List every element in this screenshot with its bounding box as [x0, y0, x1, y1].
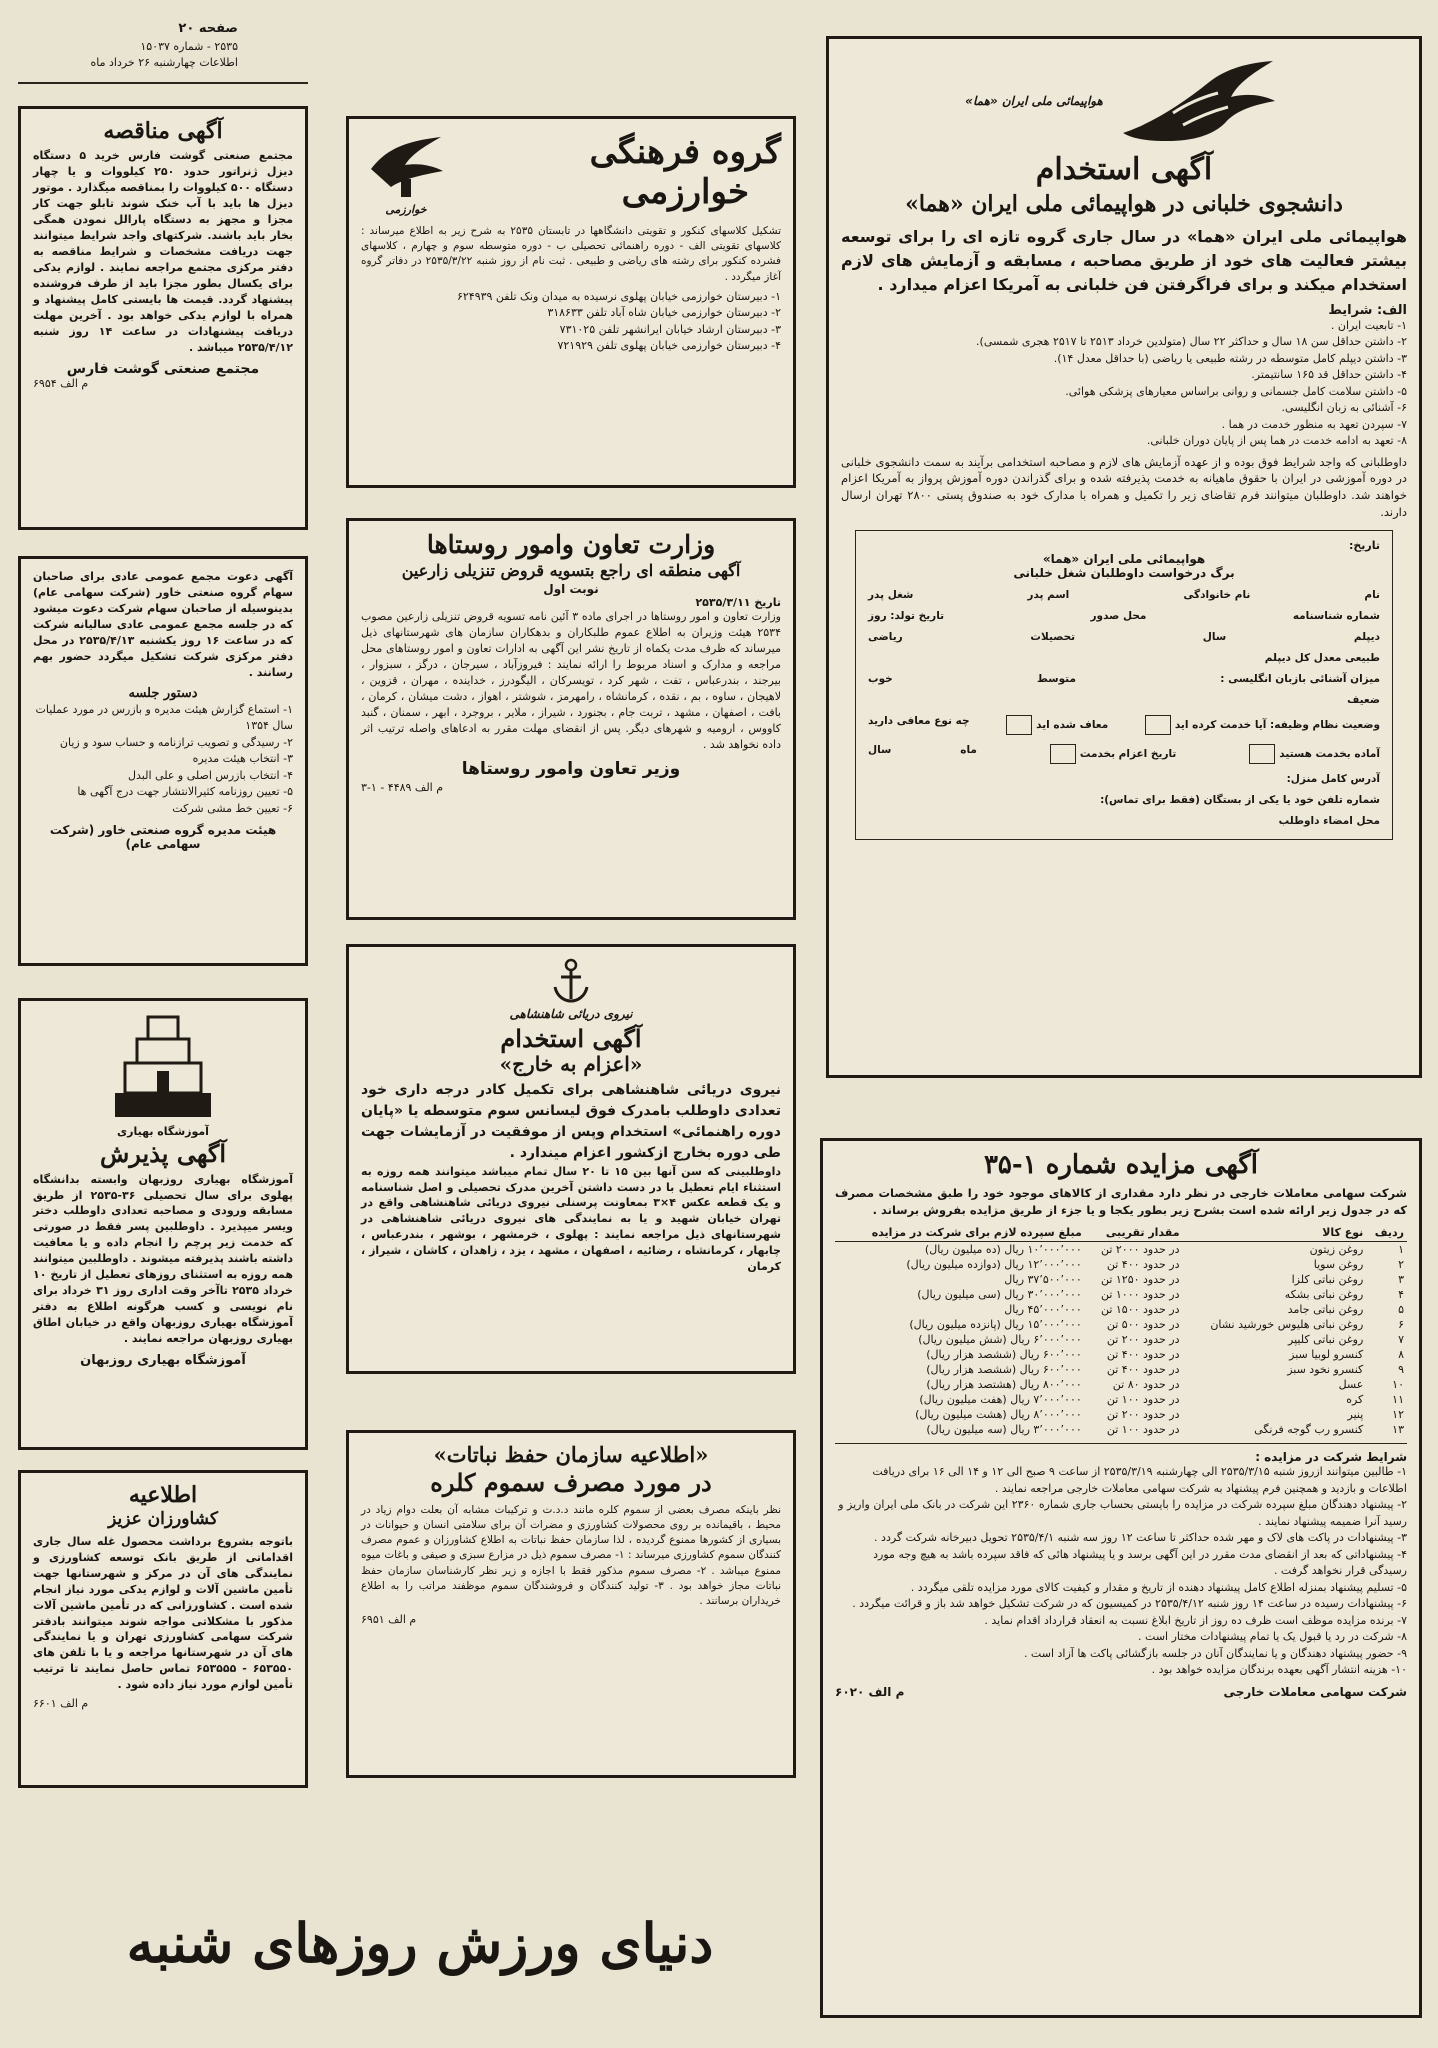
khavar-sign: هیئت مدیره گروه صنعتی خاور (شرکت سهامی عام): [49, 823, 277, 851]
khavar-agenda-head: دستور جلسه: [128, 685, 198, 701]
form-row: [868, 589, 1380, 601]
auction-term: ۴- پیشنهاداتی که بعد از انقضای مدت مقرر در این آگهی برسد و یا پیشنهاد هائی که فاقد سپرده باشد به هیچ وجه مورد رسیدگی قرار نخواهد گرفت .: [873, 1547, 1407, 1578]
table-cell: عسل: [1338, 1378, 1364, 1392]
form-label: طبیعی معدل کل دیپلم: [1264, 652, 1380, 665]
table-row: [835, 1242, 1407, 1258]
auction-intro: شرکت سهامی معاملات خارجی در نظر دارد مقداری از کالاهای موجود خود را طبق مشخصات مصرف که در جدول زیر ارائه شده است بشرح زیر بطور یکجا و یا جزء از طریق مزایده بفروش برساند .: [835, 1185, 1407, 1217]
auction-term: ۳- پیشنهادات در پاکت های لاک و مهر شده حداکثر تا ساعت ۱۲ روز سه شنبه ۲۵۳۵/۴/۱ تحویل دبیرخانه شرکت گردد .: [874, 1531, 1407, 1545]
homa-subtitle: دانشجوی خلبانی در هواپیمائی ملی ایران «هما»: [905, 190, 1343, 217]
table-cell: ۹: [1398, 1363, 1404, 1377]
notice-greeting: کشاورزان عزیز: [108, 1509, 218, 1530]
agenda-item: ۱- استماع گزارش هیئت مدیره و بازرس در مورد عملیات سال ۱۳۵۴: [35, 702, 293, 732]
form-label: شغل پدر: [868, 589, 914, 602]
kharazmi-ad: [346, 116, 796, 488]
table-cell: ۶۰۰٬۰۰۰ ریال (ششصد هزار ریال): [926, 1363, 1082, 1377]
behbahan-logo-text: آموزشگاه بهیاری: [117, 1125, 209, 1138]
kharazmi-title-2: خوارزمی: [621, 171, 750, 212]
page-header: [18, 20, 238, 71]
homa-title: آگهی استخدام: [1035, 152, 1213, 187]
auction-term: ۷- برنده مزایده موظف است ظرف ده روز از تاریخ ابلاغ نسبت به انعقاد قرارداد اقدام نماید .: [984, 1613, 1407, 1627]
behbahan-sign: آموزشگاه بهیاری روزبهان: [80, 1352, 246, 1368]
homa-condition: ۵- داشتن سلامت کامل جسمانی و روانی براساس معیارهای پزشکی هوائی.: [1065, 384, 1407, 398]
form-label: محل امضاء داوطلب: [1278, 815, 1380, 828]
tender-title: آگهی مناقصه: [103, 118, 223, 144]
form-row: [868, 715, 1380, 735]
kharazmi-logo-icon: [361, 129, 451, 199]
form-row: [868, 694, 1380, 706]
form-label: میزان آشنائی بازبان انگلیسی :: [1220, 673, 1380, 686]
navy-body: داوطلبینی که سن آنها بین ۱۵ تا ۲۰ سال تمام میباشد میتوانند همه روزه به استثناء ایام تعطیل با در دست داشتن آخرین مدرک تحصیلی و اصل شناسنامه و یک قطعه عکس ۴×۳ بمعاونت پرسنلی نیروی دریائی شاهنشاهی واقع در تهران خیابان شهید و یا به نمایندگی های نیروی دریائی شاهنشاهی در شهرستانهای ذیل مراجعه نمایند : پهلوی ، خرمشهر ، بوشهر ، بندرعباس ، چابهار ، کرمانشاه ، رضائیه ، اصفهان ، مشهد ، یزد ، زاهدان ، کاشان ، شیراز ، کرمان: [361, 1164, 782, 1274]
navy-title: آگهی استخدام: [500, 1024, 642, 1053]
homa-conditions-head: الف: شرایط: [1328, 302, 1407, 318]
table-cell: ۸٬۰۰۰٬۰۰۰ ریال (هشت میلیون ریال): [915, 1408, 1082, 1422]
kharazmi-addresses: [361, 289, 781, 355]
auction-term: ۵- تسلیم پیشنهاد بمنزله اطلاع کامل پیشنهاد دهنده از تاریخ و مقدار و کیفیت کالای مورد مزایده تلقی میگردد .: [910, 1580, 1407, 1594]
table-cell: ۲: [1398, 1258, 1404, 1272]
form-title: برگ درخواست داوطلبان شغل خلبانی: [1013, 566, 1235, 581]
auction-term: ۶- پیشنهادات رسیده در ساعت ۱۴ روز شنبه ۲۵۳۵/۴/۱۲ در کمیسیون که در شرکت تشکیل خواهد شد باز و قرائت میگردد .: [852, 1597, 1407, 1611]
auction-terms-head: شرایط شرکت در مزایده :: [1255, 1450, 1407, 1465]
agenda-item: ۶- تعیین خط مشی شرکت: [172, 801, 293, 815]
kharazmi-address: ۲- دبیرستان خوارزمی خیابان شاه آباد تلفن ۳۱۸۶۳۳: [547, 306, 781, 320]
homa-condition: ۱- تابعیت ایران .: [1330, 318, 1407, 332]
auction-term: ۱۰- هزینه انتشار آگهی بعهده برندگان مزایده خواهد بود .: [1151, 1663, 1407, 1677]
khavar-ad: [18, 556, 308, 966]
table-cell: در حدود ۱۵۰۰ تن: [1100, 1303, 1180, 1317]
table-cell: ۱۲٬۰۰۰٬۰۰۰ ریال (دوازده میلیون ریال): [906, 1258, 1082, 1272]
table-cell: کنسرو نخود سبز: [1287, 1363, 1364, 1377]
cooperation-sign: وزیر تعاون وامور روستاها: [461, 758, 681, 779]
cooperation-ad: [346, 518, 796, 920]
form-row: [868, 815, 1380, 827]
building-icon: [113, 1011, 213, 1121]
table-row: [835, 1287, 1407, 1302]
auction-table-body: [835, 1242, 1407, 1438]
form-label: متوسط: [1037, 673, 1076, 686]
sport-headline: دنیای ورزش روزهای شنبه: [126, 1911, 714, 1975]
notice-ad: [18, 1470, 308, 1788]
form-org: هواپیمائی ملی ایران «هما»: [1042, 552, 1206, 567]
agenda-item: ۲- رسیدگی و تصویب ترازنامه و حساب سود و زیان: [59, 735, 293, 749]
table-cell: در حدود ۴۰۰ تن: [1106, 1348, 1180, 1362]
table-row: [835, 1272, 1407, 1287]
table-cell: کنسرو رب گوجه فرنگی: [1254, 1423, 1364, 1437]
auction-ad: [820, 1138, 1422, 2018]
form-label: تاریخ اعزام بخدمت: [1079, 748, 1177, 761]
form-label: شماره تلفن خود یا یکی از بستگان (فقط برای تماس):: [1100, 794, 1380, 807]
form-label: محل صدور: [1090, 610, 1147, 623]
form-label: تاریخ تولد: روز: [868, 610, 945, 623]
table-cell: ۱۰٬۰۰۰٬۰۰۰ ریال (ده میلیون ریال): [924, 1243, 1082, 1257]
table-cell: ۷٬۰۰۰٬۰۰۰ ریال (هفت میلیون ریال): [919, 1393, 1082, 1407]
page-number: صفحه ۲۰: [178, 21, 238, 36]
table-row: [835, 1257, 1407, 1272]
table-row: [835, 1422, 1407, 1437]
cooperation-body: وزارت تعاون و امور روستاها در اجرای ماده ۳ آئین نامه تسویه قروض تنزیلی زارعین مصوب ۲۵۳۴ هیئت وزیران به اطلاع عموم طلبکاران و بدهکاران سازمان های شهرستانهای ذیل میرساند که ظرف مدت یکماه از تاریخ نشر این آگهی به ادارات تعاون و امور روستاهای محل مراجعه و مدارک و اسناد مربوط را ارائه نمایند : فیروزآباد ، سیرجان ، درگز ، سبزوار ، بیرجند ، بندرعباس ، تفت ، شهر کرد ، تویسرکان ، الیگودرز ، خداینده ، مهران ، قزوین ، لاهیجان ، ساوه ، بم ، نقده ، کرمانشاه ، رامهرمز ، شوشتر ، اهواز ، دشت میشان ، کرمان ، بافت ، اصفهان ، مشهد ، تربت جام ، بجنورد ، شیراز ، ملایر ، بروجرد ، ابهر ، سمنان ، گنبد کاووس ، ارومیه و شهرهای دیگر. پس از انقضای مهلت مقرر به ادعاهای واصله ترتیب اثر داده نخواهد شد .: [361, 610, 781, 751]
issue-date: اطلاعات چهارشنبه ۲۶ خرداد ماه: [90, 55, 238, 69]
table-cell: ۸: [1398, 1348, 1404, 1362]
form-row: [868, 744, 1380, 764]
kharazmi-body: تشکیل کلاسهای کنکور و تقویتی دانشگاهها در تابستان ۲۵۳۵ به شرح زیر به اطلاع میرساند : کلاسهای تقویتی الف - دوره راهنمائی تحصیلی ب - دوره متوسطه سوم و چهارم ، کلاسهای فشرده کنکور برای رشته های ریاضی و طبیعی . ثبت نام از روز شنبه ۲۵۳۵/۳/۲۲ در دفاتر گروه آغاز میگردد .: [361, 225, 782, 283]
notice-title: اطلاعیه: [128, 1482, 198, 1508]
homa-condition: ۴- داشتن حداقل قد ۱۶۵ سانتیمتر.: [1251, 368, 1407, 382]
table-cell: در حدود ۱۲۵۰ تن: [1100, 1273, 1180, 1287]
table-cell: در حدود ۱۰۰ تن: [1106, 1393, 1180, 1407]
cooperation-round: نوبت اول: [543, 582, 599, 597]
behbahan-ad: [18, 998, 308, 1450]
agenda-item: ۵- تعیین روزنامه کثیرالانتشار جهت درج آگهی ها: [77, 785, 293, 798]
navy-emblem: [361, 957, 781, 1021]
plant-code: م الف ۶۹۵۱: [361, 1613, 417, 1627]
kharazmi-address: ۱- دبیرستان خوارزمی خیابان پهلوی نرسیده به میدان ونک تلفن ۶۲۴۹۳۹: [456, 289, 781, 303]
table-cell: در حدود ۲۰۰ تن: [1106, 1333, 1180, 1347]
homa-ad: [826, 36, 1422, 1078]
behbahan-title: آگهی پذیرش: [99, 1139, 226, 1168]
table-cell: ۱۲: [1392, 1408, 1404, 1422]
table-cell: روغن سویا: [1313, 1258, 1364, 1272]
kharazmi-address: ۴- دبیرستان خوارزمی خیابان پهلوی تلفن ۷۲۱۹۲۹: [557, 339, 781, 353]
auction-title: آگهی مزایده شماره ۱-۳۵: [983, 1150, 1259, 1180]
plant-protection-ad: [346, 1430, 796, 1778]
table-cell: ۵: [1398, 1303, 1404, 1317]
kharazmi-title: گروه فرهنگی: [589, 132, 781, 173]
tender-code: م الف ۶۹۵۴: [33, 377, 89, 391]
table-cell: ۳٬۰۰۰٬۰۰۰ ریال (سه میلیون ریال): [926, 1423, 1082, 1437]
form-checkbox[interactable]: [1050, 744, 1076, 764]
auction-table-header: [835, 1224, 1407, 1242]
table-cell: ۷: [1398, 1333, 1404, 1347]
homa-logo: [841, 53, 1407, 149]
homa-condition: ۲- داشتن حداقل سن ۱۸ سال و حداکثر ۲۲ سال (متولدین خرداد ۲۵۱۳ تا ۲۵۱۷ هجری شمسی).: [976, 335, 1407, 349]
auction-divider: [835, 1443, 1407, 1444]
table-cell: روغن نباتی بشکه: [1284, 1288, 1364, 1302]
homa-application-form: [855, 530, 1393, 840]
tender-sign: مجتمع صنعتی گوشت فارس: [66, 361, 260, 378]
table-cell: ۴۵٬۰۰۰٬۰۰۰ ریال: [1004, 1303, 1082, 1317]
header-rule: [18, 82, 308, 84]
auction-table: [835, 1224, 1407, 1437]
table-row: [835, 1332, 1407, 1347]
form-row: [868, 673, 1380, 685]
form-row: [868, 773, 1380, 785]
form-label: ضعیف: [1347, 694, 1380, 707]
table-cell: ۶: [1398, 1318, 1404, 1332]
table-cell: ۱: [1398, 1243, 1404, 1257]
form-label: آماده بخدمت هستید: [1279, 748, 1380, 761]
table-row: [835, 1377, 1407, 1392]
table-cell: ۳۰٬۰۰۰٬۰۰۰ ریال (سی میلیون ریال): [917, 1288, 1082, 1302]
table-cell: در حدود ۱۰۰۰ تن: [1100, 1288, 1180, 1302]
table-cell: در حدود ۸۰ تن: [1112, 1378, 1180, 1392]
table-cell: در حدود ۱۰۰ تن: [1106, 1423, 1180, 1437]
notice-body: باتوجه بشروع برداشت محصول غله سال جاری اقداماتی از طریق بانک توسعه کشاورزی و نمایندگی های آن در مرکز و شهرستانها جهت تأمین ماشین آلات و لوازم یدکی مورد نیاز انجام شده است . کشاورزانی که در تأمین ماشین آلات مذکور با مشکلاتی مواجه شوند میتوانند بادفتر شرکت سهامی کشاورزی تهران و یا نمایندگی های آن در شهرستانها مراجعه و یا با تلفن های ۶۵۳۵۵۰ - ۶۵۳۵۵۵ تماس حاصل نمایند تا ترتیب تأمین لوازم مورد نیاز داده شود .: [33, 1534, 294, 1692]
form-label: اسم پدر: [1027, 589, 1070, 602]
form-label: تحصیلات: [1030, 631, 1076, 644]
form-label: آدرس کامل منزل:: [1286, 773, 1380, 786]
column-header: مقدار تقریبی: [1085, 1224, 1183, 1242]
kharazmi-head: [361, 129, 781, 216]
plant-title: «اطلاعیه سازمان حفظ نباتات»: [433, 1442, 709, 1467]
auction-term: ۱- طالبین میتوانند ازروز شنبه ۲۵۳۵/۳/۱۵ الی چهارشنبه ۲۵۳۵/۳/۱۹ از ساعت ۹ صبح الی ۱۲ و ۱۴ الی ۱۶ برای دریافت اطلاعات و بازدید و همچنین فرم پیشنهاد به شرکت سهامی معاملات خارجی مراجعه نمایند .: [872, 1465, 1407, 1495]
table-cell: ۶٬۰۰۰٬۰۰۰ ریال (شش میلیون ریال): [918, 1333, 1082, 1347]
homa-condition: ۷- سپردن تعهد به منظور خدمت در هما .: [1221, 417, 1407, 431]
homa-logo-text: هواپیمائی ملی ایران «هما»: [965, 94, 1103, 108]
form-row: [868, 794, 1380, 806]
column-header: مبلغ سپرده لازم برای شرکت در مزایده: [835, 1224, 1085, 1242]
auction-terms: [835, 1464, 1407, 1679]
auction-term: ۲- پیشنهاد دهندگان مبلغ سپرده شرکت در مزایده را بایستی بحساب جاری شماره ۲۳۶۰ این شرکت در بانک ملی ایران واریز و رسید آنرا ضمیمه پیشنهاد نمایند .: [838, 1498, 1407, 1528]
form-label: وضعیت نظام وظیفه: آیا خدمت کرده اید: [1174, 719, 1380, 732]
cooperation-title: وزارت تعاون وامور روستاها: [426, 530, 716, 559]
form-label: ریاضی: [868, 631, 903, 644]
notice-code: م الف ۶۶۰۱: [33, 1697, 89, 1711]
form-date: تاریخ:: [1348, 539, 1380, 553]
table-row: [835, 1347, 1407, 1362]
anchor-icon: [551, 957, 591, 1003]
navy-ad: [346, 944, 796, 1374]
table-cell: ۴: [1398, 1288, 1404, 1302]
form-label: خوب: [868, 673, 893, 686]
table-cell: در حدود ۴۰۰ تن: [1106, 1363, 1180, 1377]
table-cell: ۳: [1398, 1273, 1404, 1287]
column-header: ردیف: [1366, 1224, 1407, 1242]
table-cell: در حدود ۵۰۰ تن: [1106, 1318, 1180, 1332]
table-cell: ۱۵٬۰۰۰٬۰۰۰ ریال (پانزده میلیون ریال): [909, 1318, 1082, 1332]
homa-intro: هواپیمائی ملی ایران «هما» در سال جاری گروه تازه ای را برای توسعه بیشتر فعالیت های خود از طریق مصاحبه ، مسابقه و آزمایش های لازم استخدام میکند و برای فراگرفتن فن خلبانی به آمریکا اعزام میدارد .: [841, 226, 1407, 294]
auction-term: ۹- حضور پیشنهاد دهندگان و یا نمایندگان آنان در جلسه بازگشائی پاکت ها آزاد است .: [1023, 1646, 1407, 1660]
kharazmi-logo-text: خوارزمی: [385, 203, 427, 216]
table-cell: ۱۱: [1392, 1393, 1404, 1407]
khavar-body: آگهی دعوت مجمع عمومی عادی برای صاحبان سهام گروه صنعتی خاور (شرکت سهامی عام) بدینوسیله از صاحبان سهام شرکت دعوت میشود که در جلسه مجمع عمومی عادی سالیانه شرکت که در ساعت ۱۶ روز یکشنبه ۲۵۳۵/۴/۱۳ در محل دفتر مرکزی شرکت تشکیل میگردد حضور بهم رسانند .: [33, 570, 294, 679]
table-row: [835, 1302, 1407, 1317]
form-label: معاف شده اید: [1036, 719, 1109, 732]
homa-condition: ۳- داشتن دیپلم کامل متوسطه در رشته طبیعی یا ریاضی (با حداقل معدل ۱۴).: [1053, 351, 1407, 365]
agenda-item: ۴- انتخاب بازرس اصلی و علی البدل: [128, 768, 293, 782]
tender-body: مجتمع صنعتی گوشت فارس خرید ۵ دستگاه دیزل ژنراتور حدود ۲۵۰ کیلووات و یا چهار دستگاه ۵۰۰ کیلووات را بمناقصه میگذارد . موتور دیزل ها باید با آب خنک شوند تابلو جهت کار مجزا و مجهز به دستگاه پارالل نمودن همگی بخار باید باشند. شرکتهای واجد شرایط میتوانند جهت دریافت مشخصات و شرایط مناقصه به دفتر مرکزی مجتمع مراجعه نمایند . لوازم یدکی برای یکسال بطور مجزا باید از طرف فروشنده پیشنهاد گردد. قیمت ها بایستی کامل پیشنهاد و همراه با لوازم یدکی خواهد بود . آخرین مهلت دریافت پیشنهادات در ساعت ۱۴ روز شنبه ۲۵۳۵/۴/۱۲ میباشد .: [33, 149, 294, 354]
form-label: شماره شناسنامه: [1292, 610, 1380, 623]
table-cell: ۱۳: [1392, 1423, 1404, 1437]
agenda-item: ۳- انتخاب هیئت مدیره: [192, 752, 293, 765]
form-row: [868, 631, 1380, 643]
auction-term: ۸- شرکت در رد یا قبول یک یا تمام پیشنهادات مختار است .: [1138, 1630, 1407, 1644]
column-header: نوع کالا: [1183, 1224, 1367, 1242]
table-cell: کنسرو لوبیا سبز: [1289, 1348, 1364, 1362]
cooperation-code: م الف ۴۴۸۹ - ۱-۳: [361, 780, 444, 794]
issue-number: ۲۵۳۵ - شماره ۱۵۰۳۷: [140, 39, 238, 53]
behbahan-body: آموزشگاه بهیاری روزبهان وابسته بدانشگاه پهلوی برای سال تحصیلی ۳۶-۲۵۳۵ از طریق مسابقه ورودی و مصاحبه تعدادی داوطلب دختر ویسر میپذیرد . داوطلبین پسر فقط در صورتی که خدمت زیر پرچم را انجام داده و یا معافیت داشته باشند پذیرفته میشوند . داوطلبین میتوانند همه روزه به استثنای روزهای تعطیل از تاریخ ۱۰ خرداد ۲۵۳۵ تاآخر وقت اداری روز ۳۱ خرداد برای نام نویسی و کسب هرگونه اطلاع به دفتر آموزشگاه بهیاری روزبهان واقع در خیابان اطاق بهیاری روزبهان مراجعه نمایند .: [33, 1172, 293, 1345]
auction-sign: شرکت سهامی معاملات خارجی: [1223, 1684, 1407, 1699]
table-cell: در حدود ۲۰۰۰ تن: [1100, 1243, 1180, 1257]
auction-code: م الف ۶۰۲۰: [835, 1684, 905, 1699]
cooperation-subtitle: آگهی منطقه ای راجع بتسویه قروض تنزیلی زارعین: [401, 560, 741, 580]
navy-emblem-text: نیروی دریائی شاهنشاهی: [509, 1007, 633, 1021]
form-label: دیپلم: [1353, 631, 1380, 644]
form-row: [868, 610, 1380, 622]
table-row: [835, 1392, 1407, 1407]
tender-ad: [18, 106, 308, 530]
table-cell: ۱۰: [1392, 1378, 1404, 1392]
homa-body-lower: داوطلبانی که واجد شرایط فوق بوده و از عهده آزمایش های لازم و مصاحبه استخدامی برآیند به سمت دانشجوی خلبانی در دوره آموزشی در ایران با حقوق ماهیانه به خدمت پذیرفته شده و برای گذراندن دوره آموزش پرواز به آمریکا اعزام خواهند شد. داوطلبان میتوانند فرم تقاضای زیر را تکمیل و همراه با مدارک خود به صندوق پستی ۲۸۰۰ تهران ارسال دارند.: [841, 454, 1407, 519]
table-cell: روغن نباتی کلیپر: [1288, 1333, 1364, 1347]
auction-footer: [835, 1685, 1407, 1699]
form-label: سال: [868, 744, 892, 757]
table-row: [835, 1362, 1407, 1377]
behbahan-logo: [33, 1011, 293, 1138]
table-cell: کره: [1346, 1393, 1364, 1407]
table-cell: ۶۰۰٬۰۰۰ ریال (ششصد هزار ریال): [926, 1348, 1082, 1362]
table-cell: پنیر: [1347, 1408, 1364, 1422]
form-checkbox[interactable]: [1145, 715, 1171, 735]
khavar-agenda: [33, 702, 293, 818]
table-cell: روغن زیتون: [1309, 1243, 1364, 1257]
form-label: سال: [1202, 631, 1227, 644]
table-cell: ۸۰۰٬۰۰۰ ریال (هشتصد هزار ریال): [926, 1378, 1082, 1392]
table-cell: در حدود ۴۰۰ تن: [1106, 1258, 1180, 1272]
cooperation-date: تاریخ ۲۵۳۵/۳/۱۱: [695, 596, 781, 610]
form-checkbox[interactable]: [1006, 715, 1032, 735]
table-cell: در حدود ۲۰۰ تن: [1106, 1408, 1180, 1422]
form-label: نام خانوادگی: [1183, 589, 1251, 602]
homa-condition: ۶- آشنائی به زبان انگلیسی.: [1281, 401, 1407, 415]
homa-bird-icon: [1113, 53, 1283, 149]
form-label: ماه: [960, 744, 977, 757]
form-checkbox[interactable]: [1249, 744, 1275, 764]
navy-lead: نیروی دریائی شاهنشاهی برای تکمیل کادر درجه داری خود تعدادی داوطلب بامدرک فوق لیسانس سوم متوسطه یا «پایان دوره راهنمائی» استخدام وپس از موفقیت در آزمایشات جهت طی دوره بخارج ازکشور اعزام میندارد .: [361, 1081, 781, 1161]
kharazmi-address: ۳- دبیرستان ارشاد خیابان ایرانشهر تلفن ۷۳۱۰۲۵: [559, 322, 781, 336]
homa-condition: ۸- تعهد به ادامه خدمت در هما پس از پایان دوران خلبانی.: [1146, 434, 1407, 448]
table-cell: روغن نباتی کلزا: [1291, 1273, 1364, 1287]
plant-subtitle: در مورد مصرف سموم کلره: [430, 1468, 712, 1498]
table-cell: ۳۷٬۵۰۰٬۰۰۰ ریال: [1004, 1273, 1082, 1287]
plant-body: نظر باینکه مصرف بعضی از سموم کلره مانند د.د.ت و ترکیبات مشابه آن بعلت دوام زیاد در محیط ، باقیمانده بر روی محصولات کشاورزی و مضرات آن برای سلامتی انسان و حیوانات در بسیاری از کشورها ممنوع گردیده ، لذا سازمان حفظ نباتات به اطلاع کشاورزان و عموم مصرف کنندگان سموم کشاورزی میرساند : ۱- مصرف سموم ذیل در مزارع سبزی و صیفی و باغات میوه ممنوع میباشد . ۲- مصرف سموم مذکور فقط با اجازه و زیر نظر کارشناسان سازمان حفظ نباتات مجاز خواهد بود . ۳- تولید کنندگان و فروشندگان سموم موظفند مراتب را به اطلاع خریداران برسانند .: [361, 1503, 782, 1608]
table-row: [835, 1317, 1407, 1332]
navy-subtitle: «اعزام به خارج»: [499, 1051, 643, 1076]
table-row: [835, 1407, 1407, 1422]
kharazmi-logo: [361, 129, 451, 216]
table-cell: روغن نباتی جامد: [1287, 1303, 1364, 1317]
table-cell: روغن نباتی هلیوس خورشید نشان: [1210, 1318, 1364, 1332]
form-row: [868, 652, 1380, 664]
homa-conditions: [841, 318, 1407, 450]
form-label: نام: [1364, 589, 1380, 602]
form-label: چه نوع معافی دارید: [868, 715, 970, 728]
